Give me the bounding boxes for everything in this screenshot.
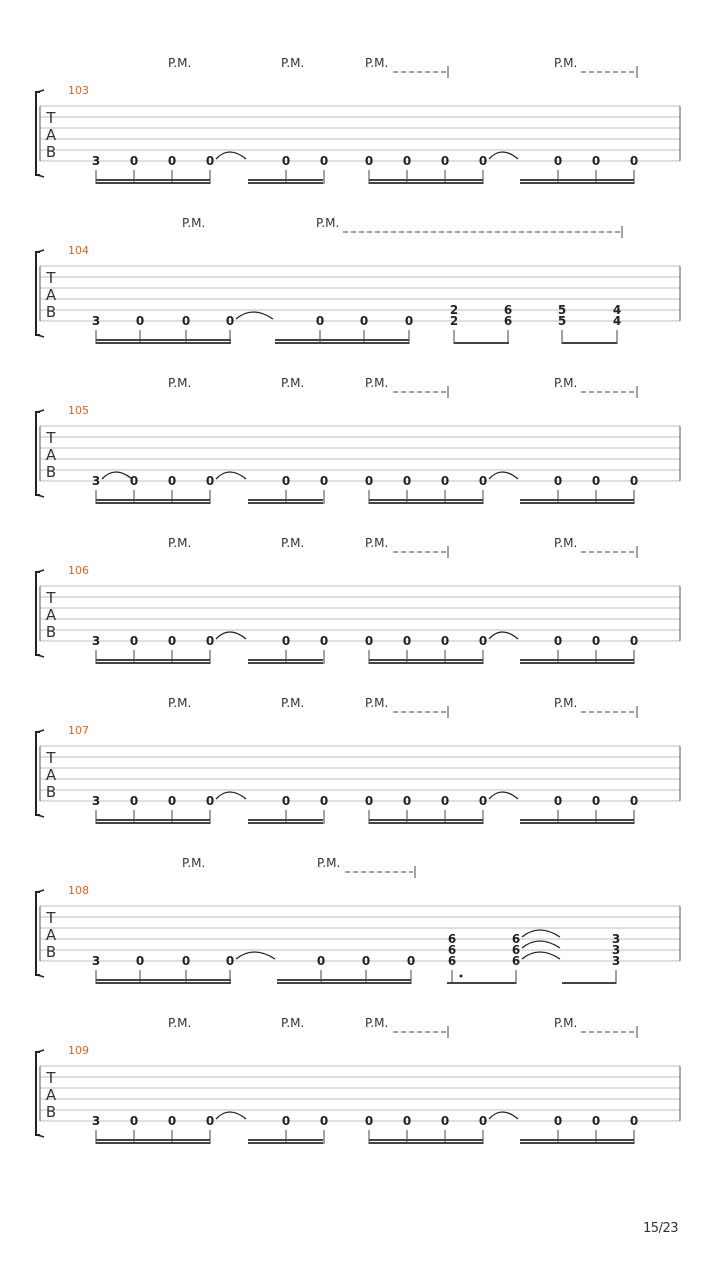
fret-number: 0 <box>553 474 563 488</box>
tie <box>216 792 246 799</box>
palm-mute-label: P.M. <box>281 536 305 550</box>
fret-number: 0 <box>591 154 601 168</box>
fret-number: 0 <box>591 794 601 808</box>
palm-mute-label: P.M. <box>168 376 192 390</box>
tab-clef-a: A <box>45 606 57 624</box>
fret-number: 0 <box>440 634 450 648</box>
fret-number: 0 <box>205 1114 215 1128</box>
fret-number: 0 <box>167 474 177 488</box>
fret-number: 3 <box>611 943 621 957</box>
fret-number: 6 <box>511 932 521 946</box>
tab-clef-a: A <box>45 286 57 304</box>
fret-number: 0 <box>181 954 191 968</box>
palm-mute-label: P.M. <box>168 1016 192 1030</box>
fret-number: 0 <box>478 634 488 648</box>
tab-clef-t: T <box>46 589 56 607</box>
fret-number: 0 <box>364 474 374 488</box>
fret-number: 0 <box>478 1114 488 1128</box>
tie <box>489 1112 518 1119</box>
measure-number: 103 <box>68 84 89 97</box>
fret-number: 0 <box>402 1114 412 1128</box>
fret-number: 0 <box>553 1114 563 1128</box>
tie <box>102 472 132 479</box>
tab-staff-lines <box>40 106 680 161</box>
fret-number: 0 <box>629 1114 639 1128</box>
fret-number: 0 <box>478 474 488 488</box>
measure-number: 107 <box>68 724 89 737</box>
fret-number: 0 <box>181 314 191 328</box>
fret-number: 0 <box>364 634 374 648</box>
palm-mute-label: P.M. <box>365 696 389 710</box>
tab-system-105 <box>36 376 680 504</box>
system-bracket <box>36 1052 40 1135</box>
fret-number: 0 <box>553 154 563 168</box>
palm-mute-label: P.M. <box>182 856 206 870</box>
tie <box>522 941 560 948</box>
tab-staff-lines <box>40 586 680 641</box>
fret-number: 0 <box>225 314 235 328</box>
tab-clef-a: A <box>45 126 57 144</box>
palm-mute-label: P.M. <box>365 56 389 70</box>
fret-number: 0 <box>364 794 374 808</box>
fret-number: 3 <box>91 474 101 488</box>
tie <box>489 472 518 479</box>
tab-clef-a: A <box>45 446 57 464</box>
fret-number: 0 <box>281 794 291 808</box>
palm-mute-label: P.M. <box>281 696 305 710</box>
fret-number: 0 <box>205 634 215 648</box>
fret-number: 0 <box>315 314 325 328</box>
tie <box>216 152 246 159</box>
palm-mute-label: P.M. <box>168 56 192 70</box>
fret-number: 0 <box>129 474 139 488</box>
tab-staff-lines <box>40 906 680 961</box>
fret-number: 0 <box>629 474 639 488</box>
system-bracket <box>36 412 40 495</box>
fret-number: 6 <box>447 954 457 968</box>
measure-number: 108 <box>68 884 89 897</box>
fret-number: 0 <box>440 154 450 168</box>
tab-system-104 <box>36 216 680 344</box>
tab-staff-lines <box>40 746 680 801</box>
fret-number: 0 <box>129 154 139 168</box>
fret-number: 0 <box>205 794 215 808</box>
fret-number: 0 <box>364 1114 374 1128</box>
fret-number: 0 <box>205 474 215 488</box>
fret-number: 0 <box>135 954 145 968</box>
fret-number: 6 <box>511 954 521 968</box>
measure-number: 105 <box>68 404 89 417</box>
fret-number: 0 <box>440 794 450 808</box>
tab-system-107 <box>36 696 680 824</box>
tab-clef-b: B <box>45 463 57 481</box>
fret-number: 0 <box>281 154 291 168</box>
fret-number: 0 <box>553 794 563 808</box>
fret-number: 0 <box>404 314 414 328</box>
fret-number: 5 <box>557 303 567 317</box>
fret-number: 0 <box>281 474 291 488</box>
fret-number: 0 <box>167 154 177 168</box>
tab-staff-lines <box>40 426 680 481</box>
tie <box>522 930 560 937</box>
fret-number: 0 <box>129 634 139 648</box>
fret-number: 0 <box>402 474 412 488</box>
fret-number: 0 <box>319 474 329 488</box>
fret-number: 6 <box>447 943 457 957</box>
tie <box>216 1112 246 1119</box>
system-bracket <box>36 252 40 335</box>
fret-number: 0 <box>135 314 145 328</box>
fret-number: 3 <box>91 634 101 648</box>
tab-clef-t: T <box>46 1069 56 1087</box>
tab-clef-a: A <box>45 766 57 784</box>
tab-clef-b: B <box>45 943 57 961</box>
fret-number: 0 <box>319 1114 329 1128</box>
fret-number: 4 <box>612 314 622 328</box>
fret-number: 0 <box>629 154 639 168</box>
fret-number: 0 <box>402 154 412 168</box>
fret-number: 3 <box>611 932 621 946</box>
fret-number: 0 <box>129 1114 139 1128</box>
fret-number: 0 <box>319 794 329 808</box>
fret-number: 0 <box>406 954 416 968</box>
tab-system-106 <box>36 536 680 664</box>
fret-number: 0 <box>591 474 601 488</box>
fret-number: 3 <box>91 1114 101 1128</box>
palm-mute-label: P.M. <box>317 856 341 870</box>
palm-mute-label: P.M. <box>554 1016 578 1030</box>
fret-number: 0 <box>629 794 639 808</box>
tab-staff-lines <box>40 1066 680 1121</box>
fret-number: 3 <box>91 954 101 968</box>
palm-mute-label: P.M. <box>554 56 578 70</box>
system-bracket <box>36 892 40 975</box>
fret-number: 0 <box>359 314 369 328</box>
tab-system-108 <box>36 856 680 984</box>
tab-system-109 <box>36 1016 680 1144</box>
fret-number: 0 <box>364 154 374 168</box>
palm-mute-label: P.M. <box>168 696 192 710</box>
tab-clef-b: B <box>45 303 57 321</box>
tab-clef-b: B <box>45 783 57 801</box>
fret-number: 0 <box>629 634 639 648</box>
fret-number: 0 <box>440 1114 450 1128</box>
tab-system-103 <box>36 56 680 184</box>
palm-mute-label: P.M. <box>554 696 578 710</box>
fret-number: 0 <box>225 954 235 968</box>
tab-clef-t: T <box>46 749 56 767</box>
fret-number: 3 <box>91 794 101 808</box>
tie <box>236 952 275 959</box>
fret-number: 0 <box>167 794 177 808</box>
palm-mute-label: P.M. <box>281 376 305 390</box>
fret-number: 0 <box>167 634 177 648</box>
fret-number: 6 <box>503 303 513 317</box>
tab-clef-t: T <box>46 109 56 127</box>
tab-clef-b: B <box>45 143 57 161</box>
fret-number: 0 <box>316 954 326 968</box>
palm-mute-label: P.M. <box>365 1016 389 1030</box>
fret-number: 3 <box>91 154 101 168</box>
fret-number: 2 <box>449 314 459 328</box>
tie <box>216 472 246 479</box>
fret-number: 0 <box>591 1114 601 1128</box>
system-bracket <box>36 732 40 815</box>
palm-mute-label: P.M. <box>281 1016 305 1030</box>
fret-number: 0 <box>478 794 488 808</box>
fret-number: 0 <box>402 794 412 808</box>
fret-number: 0 <box>440 474 450 488</box>
fret-number: 4 <box>612 303 622 317</box>
tab-clef-t: T <box>46 429 56 447</box>
fret-number: 0 <box>129 794 139 808</box>
fret-number: 0 <box>281 634 291 648</box>
tie <box>489 152 518 159</box>
tab-clef-b: B <box>45 623 57 641</box>
fret-number: 2 <box>449 303 459 317</box>
palm-mute-label: P.M. <box>554 376 578 390</box>
palm-mute-label: P.M. <box>281 56 305 70</box>
tab-clef-t: T <box>46 269 56 287</box>
fret-number: 0 <box>361 954 371 968</box>
palm-mute-label: P.M. <box>554 536 578 550</box>
palm-mute-label: P.M. <box>168 536 192 550</box>
fret-number: 0 <box>591 634 601 648</box>
tab-clef-t: T <box>46 909 56 927</box>
dot <box>460 975 463 978</box>
fret-number: 0 <box>281 1114 291 1128</box>
palm-mute-label: P.M. <box>365 376 389 390</box>
system-bracket <box>36 572 40 655</box>
tab-clef-a: A <box>45 926 57 944</box>
palm-mute-label: P.M. <box>365 536 389 550</box>
page-number: 15/23 <box>643 1221 678 1236</box>
fret-number: 6 <box>447 932 457 946</box>
fret-number: 5 <box>557 314 567 328</box>
tie <box>216 632 246 639</box>
fret-number: 3 <box>611 954 621 968</box>
tie <box>522 952 560 959</box>
fret-number: 0 <box>205 154 215 168</box>
fret-number: 6 <box>511 943 521 957</box>
tie <box>489 632 518 639</box>
measure-number: 104 <box>68 244 89 257</box>
fret-number: 0 <box>402 634 412 648</box>
fret-number: 0 <box>319 154 329 168</box>
palm-mute-label: P.M. <box>316 216 340 230</box>
tab-staff-lines <box>40 266 680 321</box>
fret-number: 0 <box>553 634 563 648</box>
palm-mute-label: P.M. <box>182 216 206 230</box>
tab-clef-b: B <box>45 1103 57 1121</box>
tie <box>236 312 273 319</box>
system-bracket <box>36 92 40 175</box>
fret-number: 3 <box>91 314 101 328</box>
tab-clef-a: A <box>45 1086 57 1104</box>
tie <box>489 792 518 799</box>
fret-number: 0 <box>167 1114 177 1128</box>
measure-number: 109 <box>68 1044 89 1057</box>
fret-number: 0 <box>478 154 488 168</box>
fret-number: 0 <box>319 634 329 648</box>
measure-number: 106 <box>68 564 89 577</box>
fret-number: 6 <box>503 314 513 328</box>
